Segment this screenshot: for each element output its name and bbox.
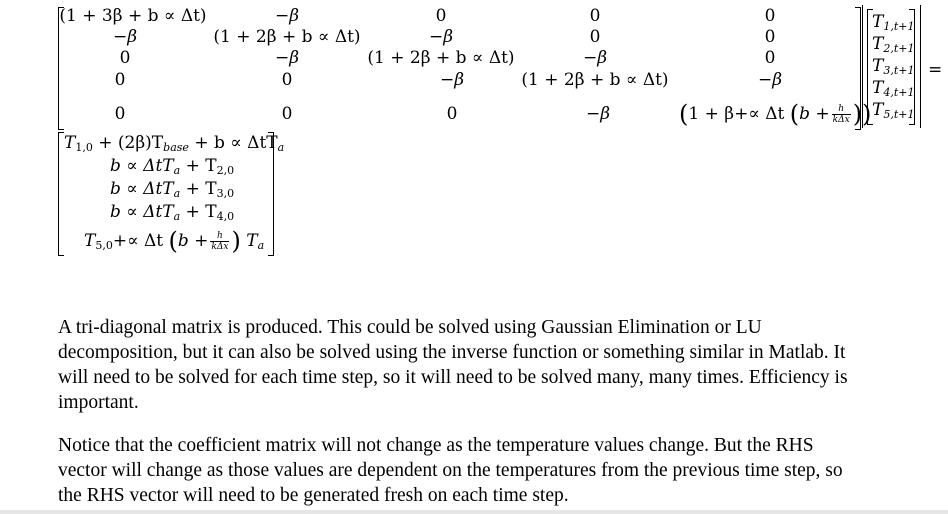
matrix-cell: 0 bbox=[589, 27, 601, 47]
matrix-cell: 0 bbox=[114, 104, 126, 124]
matrix-cell: −β bbox=[439, 70, 465, 90]
matrix-cell: 0 bbox=[764, 6, 776, 26]
matrix-cell: 0 bbox=[589, 6, 601, 26]
rhs-entry: $b \propto \Delta tT_a + T_{2,0}$ bbox=[110, 156, 235, 177]
rhs-entry: $T_{5,0}+\propto \Delta t$ (b + $\frac{h}{\text{kΔx}}$ ) $T_a$ bbox=[84, 227, 265, 255]
rhs-entry: $b \propto \Delta tT_a + T_{3,0}$ bbox=[110, 179, 235, 200]
matrix-cell: −β bbox=[274, 6, 300, 26]
vector-entry: $T_{4,t+1}$ bbox=[872, 78, 915, 99]
fraction: $\frac{h}{\text{kΔx}}$ bbox=[832, 104, 850, 125]
page-bottom-edge bbox=[0, 510, 948, 514]
paragraph: A tri-diagonal matrix is produced. This could be solved using Gaussian Elimination or LU decomposition, but it can also be solved using the inverse function or something similar in Matlab. It will need to be solved for each time step, so it will need to be solved many, many times. Efficiency is important. bbox=[58, 317, 848, 413]
matrix-cell: 0 bbox=[114, 70, 126, 90]
vector-entry: $T_{2,t+1}$ bbox=[872, 34, 915, 55]
vector-entry: $T_{3,t+1}$ bbox=[872, 56, 915, 77]
matrix-cell: −β bbox=[274, 48, 300, 68]
matrix-cell: (1 + 3β + b ∝ Δt) bbox=[59, 6, 207, 26]
matrix-cell: −β bbox=[757, 70, 783, 90]
matrix-cell-last: (1 + β+∝ Δt (b + $\frac{h}{\text{kΔx}}$ )) bbox=[679, 100, 872, 128]
matrix-cell: 0 bbox=[281, 70, 293, 90]
matrix-cell: −β bbox=[428, 27, 454, 47]
matrix-cell: 0 bbox=[764, 48, 776, 68]
matrix-cell: 0 bbox=[281, 104, 293, 124]
matrix-cell: 0 bbox=[435, 6, 447, 26]
vector-entry: $T_{5,t+1}$ bbox=[872, 100, 915, 121]
equals-sign: = bbox=[928, 60, 943, 80]
matrix-cell: (1 + 2β + b ∝ Δt) bbox=[367, 48, 515, 68]
matrix-cell: −β bbox=[585, 104, 611, 124]
vector-left-bar bbox=[862, 5, 863, 128]
paragraph: Notice that the coefficient matrix will not change as the temperature values change. But the RHS vector will change as those values are dependent on the temperatures from the previous time step, so the RHS vector will need to be generated fresh on each time step. bbox=[58, 435, 843, 506]
vector-right-bar bbox=[920, 5, 921, 128]
vector-entry: $T_{1,t+1}$ bbox=[872, 12, 915, 33]
matrix-cell: −β bbox=[112, 27, 138, 47]
matrix-cell: −β bbox=[582, 48, 608, 68]
matrix-cell: (1 + 2β + b ∝ Δt) bbox=[213, 27, 361, 47]
matrix-cell: 0 bbox=[764, 27, 776, 47]
rhs-entry: $b \propto \Delta tT_a + T_{4,0}$ bbox=[110, 202, 235, 223]
matrix-cell: 0 bbox=[446, 104, 458, 124]
matrix-cell: 0 bbox=[119, 48, 131, 68]
fraction: $\frac{h}{\text{kΔx}}$ bbox=[211, 231, 229, 252]
matrix-cell: (1 + 2β + b ∝ Δt) bbox=[521, 70, 669, 90]
rhs-entry: $T_{1,0} + (2\beta)T_{base} + b \propto \Delta tT_a$ bbox=[64, 133, 285, 154]
